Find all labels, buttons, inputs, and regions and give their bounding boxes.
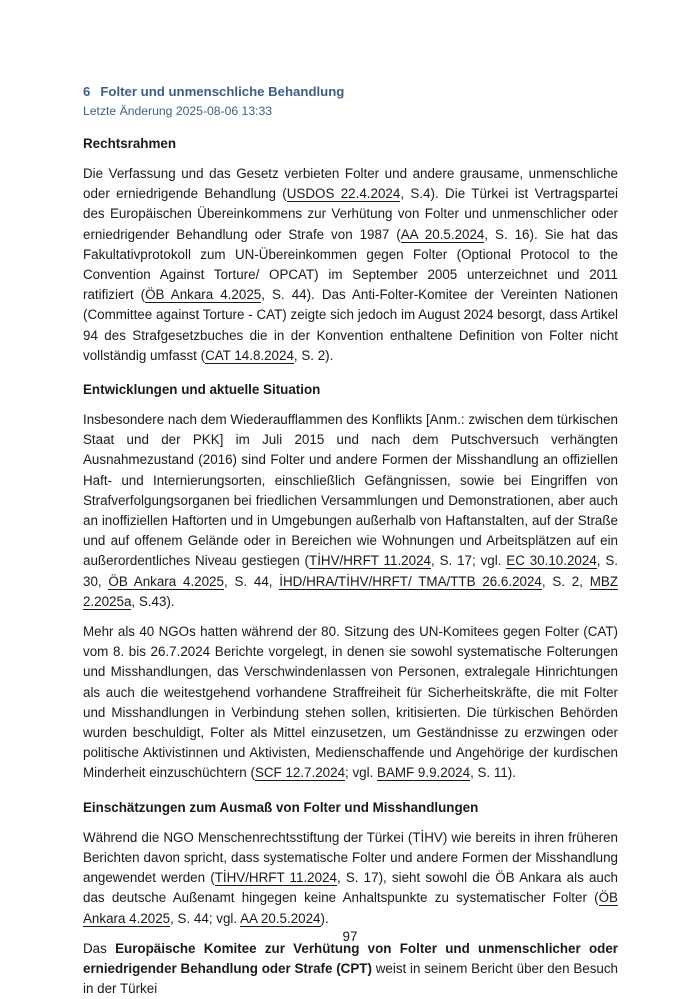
section-heading-entwicklungen: Entwicklungen und aktuelle Situation <box>83 382 321 398</box>
paragraph: Insbesondere nach dem Wiederaufflammen des Konflikts [Anm.: zwischen dem türkischen Staat und der PKK] im Juli 2015 und nach dem Putschversuch verhängten Ausnahmezustand (2016) sind Folter und andere Formen der Misshandlung an offiziellen Haft- und Internierungsorten, einschließlich Gefängnissen, sowie bei Eingriffen von Strafverfolgungsorganen bei friedlichen Versammlungen und Demonstrationen, aber auch an inoffiziellen Haftorten und in Umgebungen außerhalb von Haftanstalten, auf der Straße und auf offenem Gelände oder in Bereichen wie Wohnungen und Arbeitsplätzen auf ein außerordentliches Niveau gestiegen (TİHV/HRFT 11.2024, S. 17; vgl. EC 30.10.2024, S. 30, ÖB Ankara 4.2025, S. 44, İHD/HRA/TİHV/HRFT/ TMA/TTB 26.6.2024, S. 2, MBZ 2.2025a, S.43). <box>83 412 619 609</box>
source-link[interactable]: TİHV/HRFT 11.2024 <box>309 553 431 569</box>
source-link[interactable]: ÖB Ankara 4.2025 <box>108 573 224 589</box>
bold-term: Europäische Komitee zur Verhütung von Folter und unmenschlicher oder erniedrigender Behandlung oder Strafe (CPT) <box>83 940 618 976</box>
page-content <box>83 83 618 999</box>
paragraph: Das Europäische Komitee zur Verhütung von Folter und unmenschlicher oder erniedrigender Behandlung oder Strafe (CPT) weist in seinem Bericht über den Besuch in der Türkei <box>83 940 618 997</box>
section-heading-rechtsrahmen: Rechtsrahmen <box>83 136 177 151</box>
source-link[interactable]: USDOS 22.4.2024 <box>286 186 401 202</box>
source-link[interactable]: EC 30.10.2024 <box>506 553 597 569</box>
paragraph: Während die NGO Menschenrechtsstiftung der Türkei (TİHV) wie bereits in ihren früheren Berichten davon spricht, dass systematische Folter und andere Formen der Misshandlung angewendet werden (TİHV/HRFT 11.2024, S. 17), sieht sowohl die ÖB Ankara als auch das deutsche Außenamt hingegen keine Anhaltspunkte zu systematischer Folter (ÖB Ankara 4.2025, S. 44; vgl. AA 20.5.2024). <box>83 829 618 926</box>
source-link[interactable]: CAT 14.8.2024 <box>205 347 294 363</box>
source-link[interactable]: BAMF 9.9.2024 <box>377 765 471 781</box>
paragraph: Mehr als 40 NGOs hatten während der 80. Sitzung des UN-Komitees gegen Folter (CAT) vom 8. bis 26.7.2024 Berichte vorgelegt, in denen sie sowohl systematische Folterungen und Misshandlungen, das Verschwindenlassen von Personen, extralegale Hinrichtungen als auch die weitestgehend vorhandene Straffreiheit für Sicherheitskräfte, die mit Folter und Misshandlungen in Verbindung stehen sollen, kritisierten. Die türkischen Behörden wurden beschuldigt, Folter als Mittel einzusetzen, um Geständnisse zu erzwingen oder politische Aktivistinnen und Aktivisten, Medienschaffende und Angehörige der kurdischen Minderheit einzuschüchtern (SCF 12.7.2024; vgl. BAMF 9.9.2024, S. 11). <box>83 624 618 781</box>
source-link[interactable]: AA 20.5.2024 <box>240 910 321 926</box>
source-link[interactable]: İHD/HRA/TİHV/HRFT/ TMA/TTB 26.6.2024 <box>279 573 542 589</box>
source-link[interactable]: ÖB Ankara 4.2025 <box>145 287 262 303</box>
paragraph: Die Verfassung und das Gesetz verbieten Folter und andere grausame, unmenschliche oder erniedrigende Behandlung (USDOS 22.4.2024, S.4). Die Türkei ist Vertragspartei des Europäischen Übereinkommens zur Verhütung von Folter und unmenschlicher oder erniedrigender Behandlung oder Strafe von 1987 (AA 20.5.2024, S. 16). Sie hat das Fakultativprotokoll zum UN-Übereinkommen gegen Folter (Optional Protocol to the Convention Against Torture/ OPCAT) im September 2005 unterzeichnet und 2011 ratifiziert (ÖB Ankara 4.2025, S. 44). Das Anti-Folter-Komitee der Vereinten Nationen (Committee against Torture - CAT) zeigte sich jedoch im August 2024 besorgt, dass Artikel 94 des Strafgesetzbuches die in der Konvention enthaltene Definition von Folter nicht vollständig umfasst (CAT 14.8.2024, S. 2). <box>83 166 618 363</box>
source-link[interactable]: AA 20.5.2024 <box>400 226 485 242</box>
source-link[interactable]: MBZ 2.2025a <box>83 573 618 609</box>
chapter-heading <box>83 83 618 101</box>
section-heading-einschaetzungen: Einschätzungen zum Ausmaß von Folter und Misshandlungen <box>83 799 479 815</box>
source-link[interactable]: ÖB Ankara 4.2025 <box>83 890 618 926</box>
last-change-date: Letzte Änderung 2025-08-06 13:33 <box>83 104 273 118</box>
chapter-title: Folter und unmenschliche Behandlung <box>100 84 345 99</box>
source-link[interactable]: TİHV/HRFT 11.2024 <box>214 870 337 886</box>
chapter-number: 6 <box>83 84 91 99</box>
source-link[interactable]: SCF 12.7.2024 <box>254 765 346 781</box>
page-number: 97 <box>342 929 358 944</box>
